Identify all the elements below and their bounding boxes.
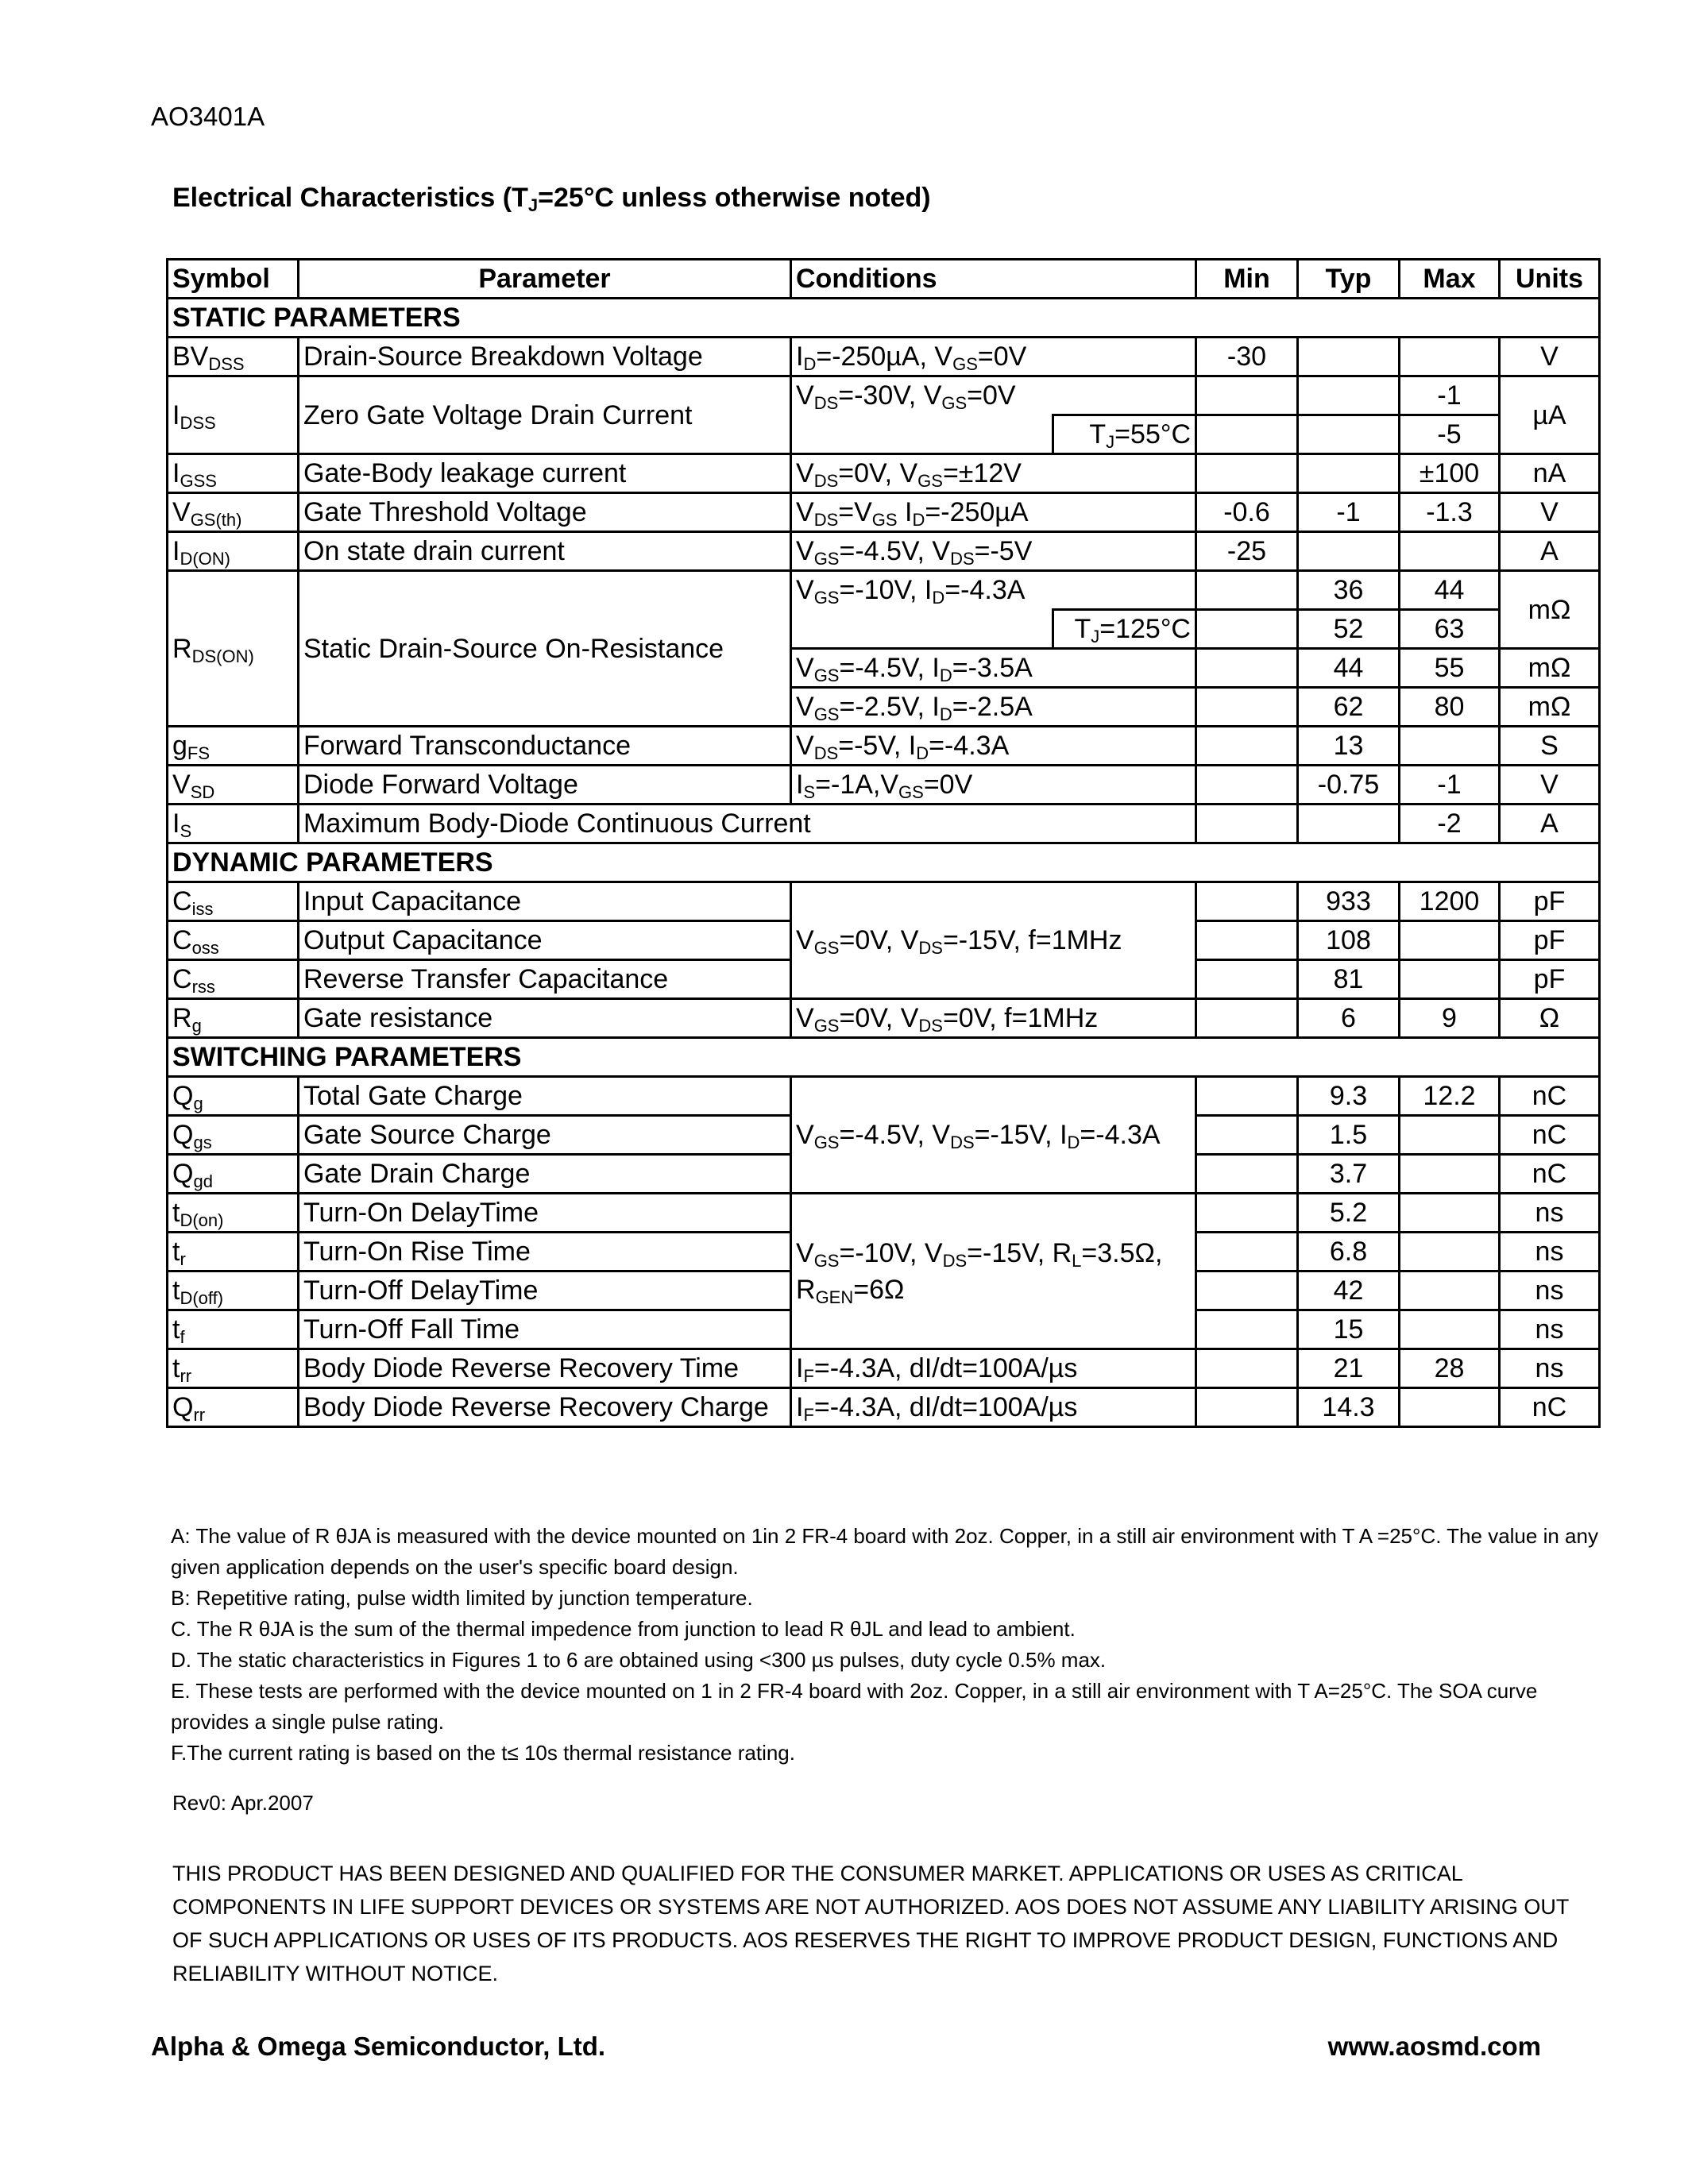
table-row: $t_r$ Turn-On Rise Time 6.8 ns bbox=[168, 1233, 1600, 1271]
note-e: E. These tests are performed with the device mounted on 1 in 2 FR-4 board with 2oz. Copper, in a still air environment with T A=25°C. The SOA curve provides a single pulse rating. bbox=[171, 1679, 1538, 1734]
table-row: $t_{D(on)}$ Turn-On DelayTime $V_{GS}=-10V$, $V_{DS}=-15V$, $R_L=3.5\Omega$, $R_{GEN}=6\Omega$ 5.2 ns bbox=[168, 1194, 1600, 1233]
website-link[interactable]: www.aosmd.com bbox=[1327, 2032, 1541, 2061]
table-row: $V_{GS}=-4.5V$, $I_D=-3.5A$ 44 55 mΩ bbox=[168, 649, 1600, 688]
min-header: Min bbox=[1196, 260, 1298, 299]
conditions-header: Conditions bbox=[791, 260, 1196, 299]
section-dynamic: DYNAMIC PARAMETERS bbox=[168, 843, 1600, 882]
electrical-characteristics-table bbox=[166, 258, 1601, 1428]
note-b: B: Repetitive rating, pulse width limited by junction temperature. bbox=[171, 1586, 753, 1610]
table-row: $T_J=125^\circ C$ 52 63 bbox=[168, 610, 1600, 649]
disclaimer: THIS PRODUCT HAS BEEN DESIGNED AND QUALIFIED FOR THE CONSUMER MARKET. APPLICATIONS OR USES AS CRITICAL COMPONENTS IN LIFE SUPPORT DEVICES OR SYSTEMS ARE NOT AUTHORIZED. AOS DOES NOT ASSUME ANY LIABILITY ARISING OUT OF SUCH APPLICATIONS OR USES OF ITS PRODUCTS. AOS RESERVES THE RIGHT TO IMPROVE PRODUCT DESIGN, FUNCTIONS AND RELIABILITY WITHOUT NOTICE. bbox=[172, 1862, 1569, 1985]
table-row: $Q_{gs}$ Gate Source Charge 1.5 nC bbox=[168, 1116, 1600, 1155]
note-f: F.The current rating is based on the t≤ 10s thermal resistance rating. bbox=[171, 1741, 795, 1765]
table-row: $V_{GS(th)}$ Gate Threshold Voltage $V_{DS}=V_{GS}$ $I_D=-250\mu A$ -0.6 -1 -1.3 V bbox=[168, 493, 1600, 532]
table-row: $BV_{DSS}$ Drain-Source Breakdown Voltage $I_D=-250\mu A$, $V_{GS}=0V$ -30 V bbox=[168, 338, 1600, 376]
table-row: $C_{iss}$ Input Capacitance $V_{GS}=0V$, $V_{DS}=-15V$, f=1MHz 933 1200 pF bbox=[168, 882, 1600, 921]
table-row: $t_{rr}$ Body Diode Reverse Recovery Time $I_F=-4.3A$, dI/dt=100A/µs 21 28 ns bbox=[168, 1349, 1600, 1388]
section-static: STATIC PARAMETERS bbox=[168, 299, 1600, 338]
table-row: $g_{FS}$ Forward Transconductance $V_{DS}=-5V$, $I_D=-4.3A$ 13 S bbox=[168, 727, 1600, 766]
table-row: $C_{oss}$ Output Capacitance 108 pF bbox=[168, 921, 1600, 960]
table-row: $Q_{gd}$ Gate Drain Charge 3.7 nC bbox=[168, 1155, 1600, 1194]
header-row bbox=[168, 260, 1600, 299]
symbol-header: Symbol bbox=[168, 260, 299, 299]
table-row: $R_g$ Gate resistance $V_{GS}=0V$, $V_{DS}=0V$, f=1MHz 6 9 Ω bbox=[168, 999, 1600, 1038]
table-row: $I_{GSS}$ Gate-Body leakage current $V_{DS}=0V$, $V_{GS}=\pm 12V$ ±100 nA bbox=[168, 454, 1600, 493]
table-row: $R_{DS(ON)}$ Static Drain-Source On-Resistance $V_{GS}=-10V$, $I_D=-4.3A$ 36 44 mΩ bbox=[168, 571, 1600, 610]
parameter-header: Parameter bbox=[299, 260, 791, 299]
section-switching: SWITCHING PARAMETERS bbox=[168, 1038, 1600, 1077]
table-row: $T_J=55^\circ C$ -5 bbox=[168, 415, 1600, 454]
footnotes bbox=[171, 1521, 1609, 1769]
table-row: $I_S$ Maximum Body-Diode Continuous Current -2 A bbox=[168, 805, 1600, 843]
table-row: $C_{rss}$ Reverse Transfer Capacitance 81 pF bbox=[168, 960, 1600, 999]
table-row: $Q_g$ Total Gate Charge $V_{GS}=-4.5V$, $V_{DS}=-15V$, $I_D=-4.3A$ 9.3 12.2 nC bbox=[168, 1077, 1600, 1116]
table-row: $V_{SD}$ Diode Forward Voltage $I_S=-1A,V_{GS}=0V$ -0.75 -1 V bbox=[168, 766, 1600, 805]
typ-header: Typ bbox=[1298, 260, 1400, 299]
table-row: $I_{DSS}$ Zero Gate Voltage Drain Current $V_{DS}=-30V$, $V_{GS}=0V$ -1 µA bbox=[168, 376, 1600, 415]
units-header: Units bbox=[1500, 260, 1600, 299]
revision: Rev0: Apr.2007 bbox=[172, 1791, 314, 1815]
table-row: $I_{D(ON)}$ On state drain current $V_{GS}=-4.5V$, $V_{DS}=-5V$ -25 A bbox=[168, 532, 1600, 571]
note-c: C. The R θJA is the sum of the thermal impedence from junction to lead R θJL and lead to ambient. bbox=[171, 1617, 1076, 1641]
table-heading: Electrical Characteristics ($T_J=25^\circ C$ unless otherwise noted) bbox=[172, 183, 931, 215]
note-d: D. The static characteristics in Figures 1 to 6 are obtained using <300 µs pulses, duty cycle 0.5% max. bbox=[171, 1648, 1107, 1672]
table-row: $t_f$ Turn-Off Fall Time 15 ns bbox=[168, 1310, 1600, 1349]
table-row: $t_{D(off)}$ Turn-Off DelayTime 42 ns bbox=[168, 1271, 1600, 1310]
table-row: $V_{GS}=-2.5V$, $I_D=-2.5A$ 62 80 mΩ bbox=[168, 688, 1600, 727]
table-row: $Q_{rr}$ Body Diode Reverse Recovery Charge $I_F=-4.3A$, dI/dt=100A/µs 14.3 nC bbox=[168, 1388, 1600, 1427]
max-header: Max bbox=[1400, 260, 1500, 299]
company-name: Alpha & Omega Semiconductor, Ltd. bbox=[151, 2032, 606, 2061]
part-number: AO3401A bbox=[151, 102, 265, 131]
note-a: A: The value of R θJA is measured with the device mounted on 1in 2 FR-4 board with 2oz. Copper, in a still air environment with T A =25°C. The value in any given application depends on the user's specific board design. bbox=[171, 1524, 1598, 1579]
